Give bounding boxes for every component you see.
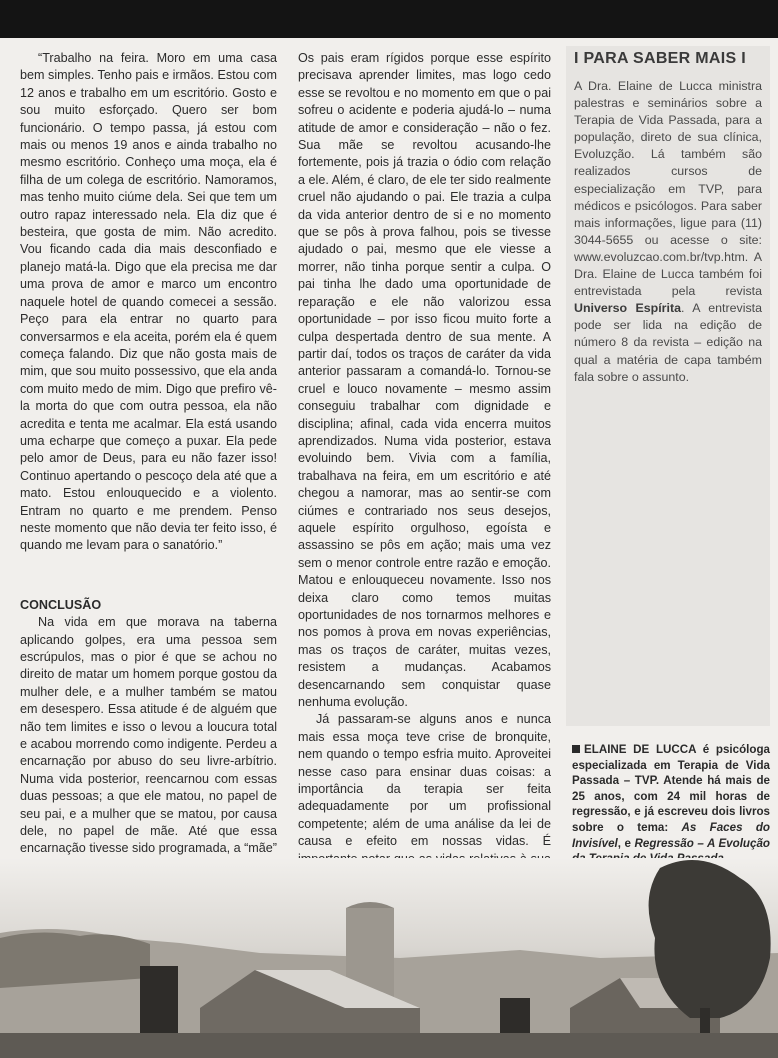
magazine-name: Universo Espírita [574, 301, 681, 316]
farm-landscape-photo [0, 858, 778, 1058]
sidebar-text-2: . A entrevista pode ser lida na edição de número 8 da revista – edição na qual a matéria de capa também fala sobre o assunto. [574, 301, 762, 384]
book-title-1: As Faces do Invisível [572, 820, 770, 850]
column-middle [298, 50, 551, 955]
quote-paragraph: “Trabalho na feira. Moro em uma casa bem simples. Tenho pais e irmãos. Estou com 12 anos e trabalho em um escritório. Gosto e sou muito esforçado. Quero ser bom funcionário. O tempo passa, já estou com mais ou menos 19 anos e ainda trabalho no mesmo escritório. Conheço uma moça, ela é filha de um colega de escritório. Namoramos, mas tenho muito ciúme dela. Sei que tem um outro rapaz interessado nela. Ela diz que é besteira, que gosta de mim. Não acredito. Vou ficando cada dia mais desconfiado e planejo matá-la. Digo que ela precisa me dar uma prova de amor e marco um encontro naquele hotel de quando comecei a sessão. Peço para ela entrar no quarto para conversarmos e ela aceita, porém ela é quem começa falando. Diz que não gosta mais de mim, que sou muito possessivo, que ela anda com muito medo de mim. Digo que prefiro vê-la morta do que com outra pessoa, ela não acredita e tenta me acalmar. Ela está usando uma echarpe que começo a puxar. Ela pede pelo amor de Deus, para eu não fazer isso! Continuo apertando o pescoço dela até que a mato. Estou enlouquecido e a violento. Entram no quarto e me prendem. Penso neste momento que não devia ter feito isso, é quando me levam para o sanatório.” [20, 51, 277, 553]
book-title-2: Regressão – A Evolução [634, 836, 770, 850]
section-heading: CONCLUSÃO [20, 597, 102, 612]
bullet-square-icon [572, 745, 580, 753]
top-bar [0, 0, 778, 38]
info-sidebar [566, 46, 770, 726]
conclusion-paragraph: Na vida em que morava na taberna aplicando golpes, era uma pessoa sem escrúpulos, mas o pior é que se achou no direito de matar um homem porque gostou da mulher dele, e a mulher também se matou em desespero. Essa atitude é de alguém que não tem limites e isso o levou a loucura total e acabou morrendo como indigente. Perdeu a encarnação por abuso do seu livre-arbítrio. Numa vida posterior, reencarnou com essas duas pessoas; a que ele matou, no papel de seu pai, e a mulher que se matou, por causa dele, no papel de mãe. Até que essa encarnação tivesse sido programada, a “mãe” [20, 615, 277, 856]
bio-sep: , e [617, 836, 635, 850]
column-left [20, 50, 277, 928]
final-text: Já passaram-se alguns anos e nunca mais essa moça teve crise de bronquite, nem quando o tempo esfria muito. Aproveitei nesse caso para ensinar duas coisas: a importância da terapia ser feita adequadamente por um profissional competente; além de uma análise da lei de causa e efeito em nossas vidas. É [298, 712, 551, 849]
sidebar-text-1: A Dra. Elaine de Lucca ministra palestras e seminários sobre a Terapia de Vida Passada, para a população, direto de sua clínica, Evoluzção. Lá também são realizados cursos de especialização em TVP, para médicos e psicólogos. Para saber mais informações, ligue para (11) 3044-5655 ou acesse o site: www.evoluzcao.com.br/tvp.htm. A Dra. Elaine de Lucca também foi entrevistada pela revista [574, 79, 762, 299]
author-bio [572, 742, 770, 867]
sidebar-text [566, 78, 770, 386]
body-paragraph: Os pais eram rígidos porque esse espírito precisava aprender limites, mas logo cedo esse se revoltou e no momento em que o pai sofreu o acidente e poderia ajudá-lo – numa atitude de amor e consideração – não o fez. Sua mãe se revoltou acusando-lhe fortemente, pois já trazia o ódio com relação a ele. Além, é claro, de ele ter sido realmente cruel não ajudando o pai. Ele trazia a culpa da vida anterior dentro de si e no momento que se pôs à prova falhou, pois se tivesse ajudado o pai, mesmo que ele viesse a morrer, não tinha porque sentir a culpa. O pai tinha lhe dado uma oportunidade de reparação e ele não valorizou essa oportunidade – por isso ficou muito forte a culpa despertada dentro de sua mente. A partir daí, todos os traços de caráter da vida anterior passaram a comandá-lo. Tornou-se cruel e louco novamente – mesmo assim conseguiu trabalhar com dignidade e disciplina; afinal, cada vida encerra muitos aprendizados. Numa vida posterior, estava evoluindo bem. Vivia com a família, trabalhava na feira, em um escritório e até chegou a namorar, mas ao sentir-se com ciúmes e contrariado nos seus desejos, aquele espírito orgulhoso, egoísta e assassino se pôs em ação; mais uma vez sem o menor controle entre razão e emoção. Matou e enlouqueceu novamente. Isso nos deixa claro como temos muitas oportunidades de nos tornarmos melhores e nos pomos à prova em novas experiências, mas os traços de caráter, muitas vezes, resistem a mudanças. Acabamos desencarnando sem conquistar quase nenhuma evolução. [298, 51, 551, 710]
sidebar-title: I PARA SABER MAIS I [574, 50, 746, 67]
bio-text: ELAINE DE LUCCA é psicóloga especializada em Terapia de Vida Passada – TVP. Atende há mais de 25 anos, com 24 mil horas de regressão, e já escreveu dois livros sobre o tema: [572, 743, 770, 834]
